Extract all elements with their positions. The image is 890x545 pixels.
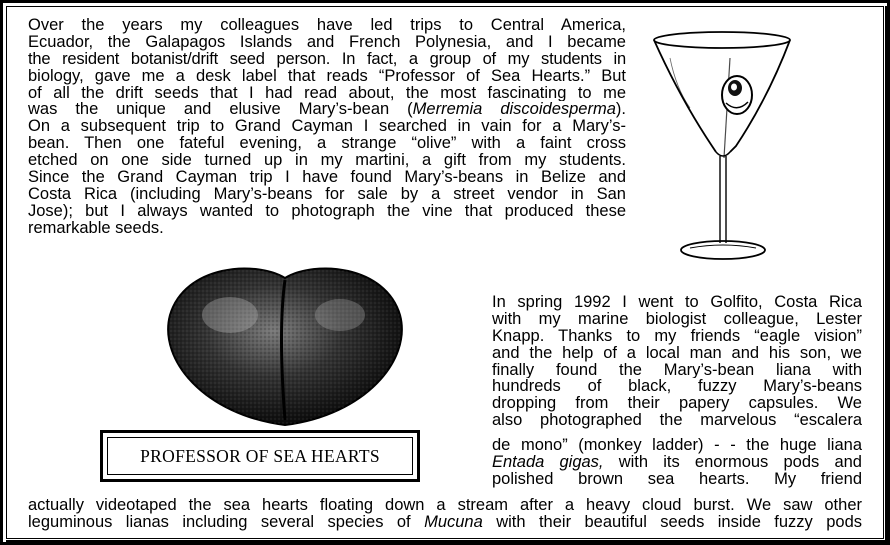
text-line: On a subsequent trip to Grand Cayman I searched in vain for a Mary’s- [28,118,626,136]
text-line: dropping from their papery capsules. We [492,395,862,413]
text-line: Since the Grand Cayman trip I have found Mary’s-beans in Belize and [28,169,626,186]
text-line: bean. Then one fateful evening, a strange “olive” with a faint cross [28,135,626,153]
page-border-shadow-bottom [6,540,890,545]
seed-in-glass-icon [722,76,752,114]
text-line: remarkable seeds. [28,219,164,237]
text-line: Knapp. Thanks to my friends “eagle vision” [492,327,862,345]
desk-label-text: PROFESSOR OF SEA HEARTS [140,445,380,466]
species-name: Entada gigas, [492,454,604,471]
text-line: Jose); but I always wanted to photograph the vine that produced these [28,202,626,220]
text-line: In spring 1992 I went to Golfito, Costa Rica [492,294,862,311]
text-segment: with their beautiful seeds inside fuzzy pods [482,513,862,531]
text-line: de mono” (monkey ladder) - - the huge liana [492,437,862,455]
species-name: Merremia discoidesperma [412,101,616,119]
paragraph-golfito [492,294,862,488]
text-line: biology, gave me a desk label that reads “Professor of Sea Hearts.” But [28,67,626,85]
text-line: also photographed the marvelous “escalera [492,412,862,430]
desk-label-inner [107,437,413,475]
text-line: Ecuador, the Galapagos Islands and French Polynesia, and I became [28,33,626,51]
text-line: finally found the Mary’s-bean liana with [492,361,862,379]
text-segment: leguminous lianas including several species of [28,513,425,531]
text-line: Costa Rica (including Mary’s-beans for sale by a street vendor in San [28,185,626,203]
martini-glass-illustration [650,28,800,266]
text-line: with my marine biologist colleague, Lester [492,310,862,328]
text-line-species [492,454,862,471]
text-line-species [28,514,862,531]
text-line: of all the drift seeds that I had read about, the most fascinating to me [28,84,626,102]
text-line: Over the years my colleagues have led trips to Central America, [28,17,626,34]
page-border-shadow-right [885,6,890,545]
text-line: polished brown sea hearts. My friend [492,470,862,488]
text-line: actually videotaped the sea hearts floating down a stream after a heavy cloud burst. We saw other [28,497,862,514]
text-segment: with its enormous pods and [603,454,862,471]
text-line: the resident botanist/drift seed person. In fact, a group of my students in [28,50,626,68]
text-line: and the help of a local man and his son, we [492,344,862,362]
text-line: etched on one side turned up in my martini, a gift from my students. [28,152,626,170]
text-line-species [28,101,626,118]
paragraph-intro [28,17,626,237]
text-line: hundreds of black, fuzzy Mary’s-beans [492,378,862,396]
paragraph-videotape [28,497,862,531]
sea-heart-illustration [160,260,410,430]
text-segment: was the unique and elusive Mary’s-bean ( [28,101,413,119]
desk-label [100,430,420,482]
text-segment: ). [615,101,626,119]
species-name: Mucuna [424,513,483,531]
